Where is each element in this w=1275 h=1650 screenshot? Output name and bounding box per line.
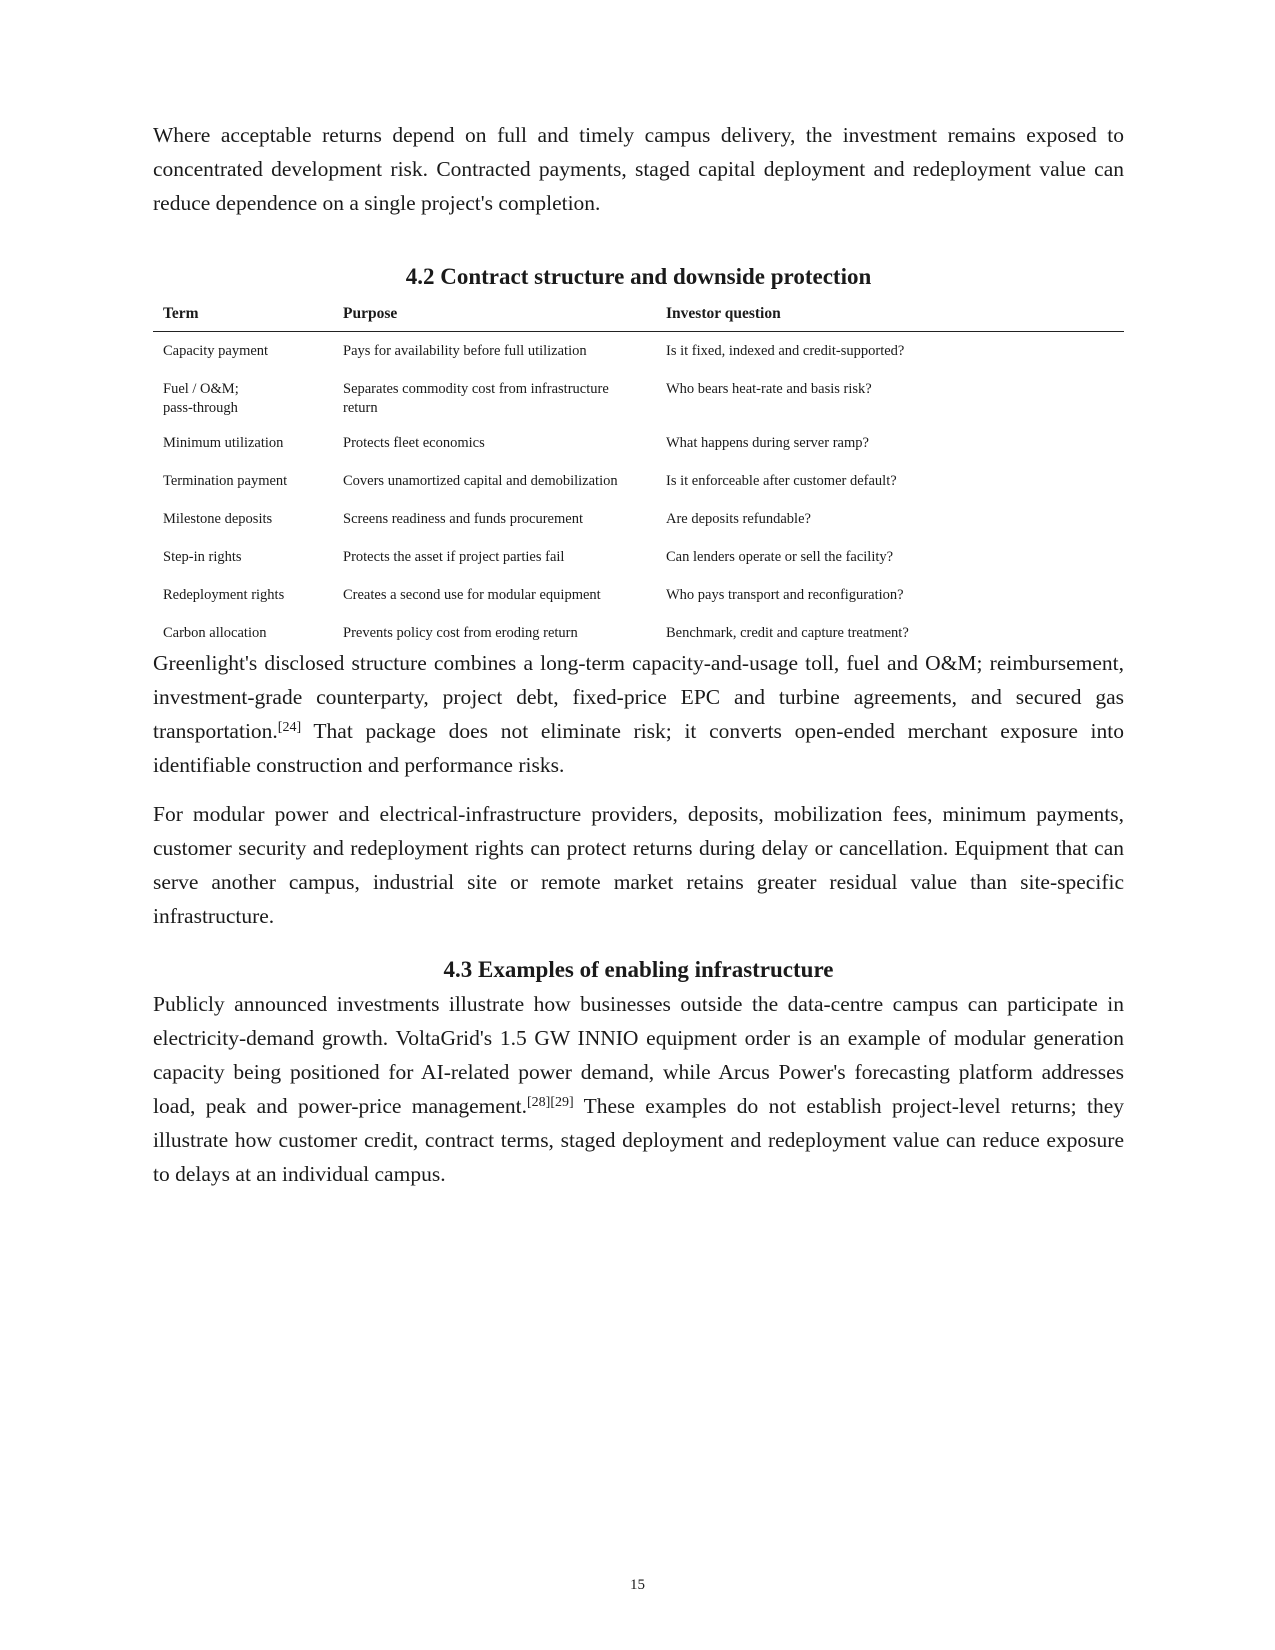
column-header-term: Term	[153, 300, 333, 332]
cell-term: Capacity payment	[163, 343, 269, 359]
paragraph-text: Greenlight's disclosed structure combines a long-term capacity-and-usage toll, fuel and O&M; reimbursement, investment-grade counterparty, project debt, fixed-price EPC and turbine agreements, and secured gas transportation.	[153, 651, 1124, 743]
cell-purpose: Prevents policy cost from eroding return	[343, 625, 578, 641]
cell-investor-question: Is it enforceable after customer default?	[666, 473, 897, 489]
citation-28-29[interactable]: [28][29]	[527, 1095, 574, 1110]
section-4-3-heading: 4.3 Examples of enabling infrastructure	[443, 957, 834, 982]
cell-purpose: Covers unamortized capital and demobilization	[343, 473, 618, 489]
cell-purpose: Separates commodity cost from infrastructure return	[343, 381, 609, 416]
cell-investor-question: Benchmark, credit and capture treatment?	[666, 625, 909, 641]
cell-investor-question: What happens during server ramp?	[666, 435, 869, 451]
cell-investor-question: Who bears heat-rate and basis risk?	[666, 381, 872, 397]
enabling-infrastructure-paragraph	[153, 987, 1124, 1191]
column-header-investor-question: Investor question	[656, 300, 1124, 332]
cell-term: Milestone deposits	[163, 511, 273, 527]
cell-purpose: Protects fleet economics	[343, 435, 485, 451]
cell-term: Redeployment rights	[163, 587, 285, 603]
document-page	[153, 118, 1124, 1191]
cell-investor-question: Is it fixed, indexed and credit-supported?	[666, 343, 905, 359]
cell-term: Step-in rights	[163, 549, 242, 565]
table-row	[153, 586, 1124, 624]
table-row	[153, 510, 1124, 548]
cell-term: Fuel / O&M; pass-through	[163, 381, 239, 416]
cell-investor-question: Who pays transport and reconfiguration?	[666, 587, 904, 603]
paragraph-text: Publicly announced investments illustrate how businesses outside the data-centre campus can participate in electricity-demand growth. VoltaGrid's 1.5 GW INNIO equipment order is an example of modular generation capacity being positioned for AI-related power demand, while Arcus Power's forecasting platform addresses load, peak and power-price management.	[153, 992, 1124, 1118]
paragraph-text: These examples do not establish project-level returns; they illustrate how customer credit, contract terms, staged deployment and redeployment value can reduce exposure to delays at an individual campus.	[153, 1094, 1124, 1186]
cell-term: Termination payment	[163, 473, 288, 489]
intro-paragraph: Where acceptable returns depend on full and timely campus delivery, the investment remains exposed to concentrated development risk. Contracted payments, staged capital deployment and redeployment value can reduce dependence on a single project's completion.	[153, 123, 1124, 215]
table-row	[153, 380, 1124, 434]
citation-24[interactable]: [24]	[277, 720, 302, 735]
contract-terms-table	[153, 300, 1124, 644]
table-row	[153, 472, 1124, 510]
cell-purpose: Creates a second use for modular equipment	[343, 587, 601, 603]
page-number: 15	[630, 1577, 645, 1593]
table-row	[153, 548, 1124, 586]
column-header-purpose: Purpose	[333, 300, 656, 332]
table-row	[153, 624, 1124, 644]
cell-investor-question: Can lenders operate or sell the facility?	[666, 549, 894, 565]
greenlight-paragraph	[153, 646, 1124, 782]
section-4-2-heading: 4.2 Contract structure and downside protection	[405, 264, 872, 289]
paragraph-text: That package does not eliminate risk; it converts open-ended merchant exposure into identifiable construction and performance risks.	[153, 719, 1124, 777]
cell-purpose: Protects the asset if project parties fail	[343, 549, 565, 565]
cell-investor-question: Are deposits refundable?	[666, 511, 811, 527]
cell-term: Carbon allocation	[163, 625, 267, 641]
table-row	[153, 332, 1124, 381]
cell-purpose: Screens readiness and funds procurement	[343, 511, 583, 527]
table-row	[153, 434, 1124, 472]
cell-purpose: Pays for availability before full utilization	[343, 343, 587, 359]
cell-term: Minimum utilization	[163, 435, 284, 451]
modular-power-paragraph: For modular power and electrical-infrastructure providers, deposits, mobilization fees, minimum payments, customer security and redeployment rights can protect returns during delay or cancellation. Equipment that can serve another campus, industrial site or remote market retains greater residual value than site-specific infrastructure.	[153, 802, 1124, 928]
table-header-row	[153, 300, 1124, 332]
